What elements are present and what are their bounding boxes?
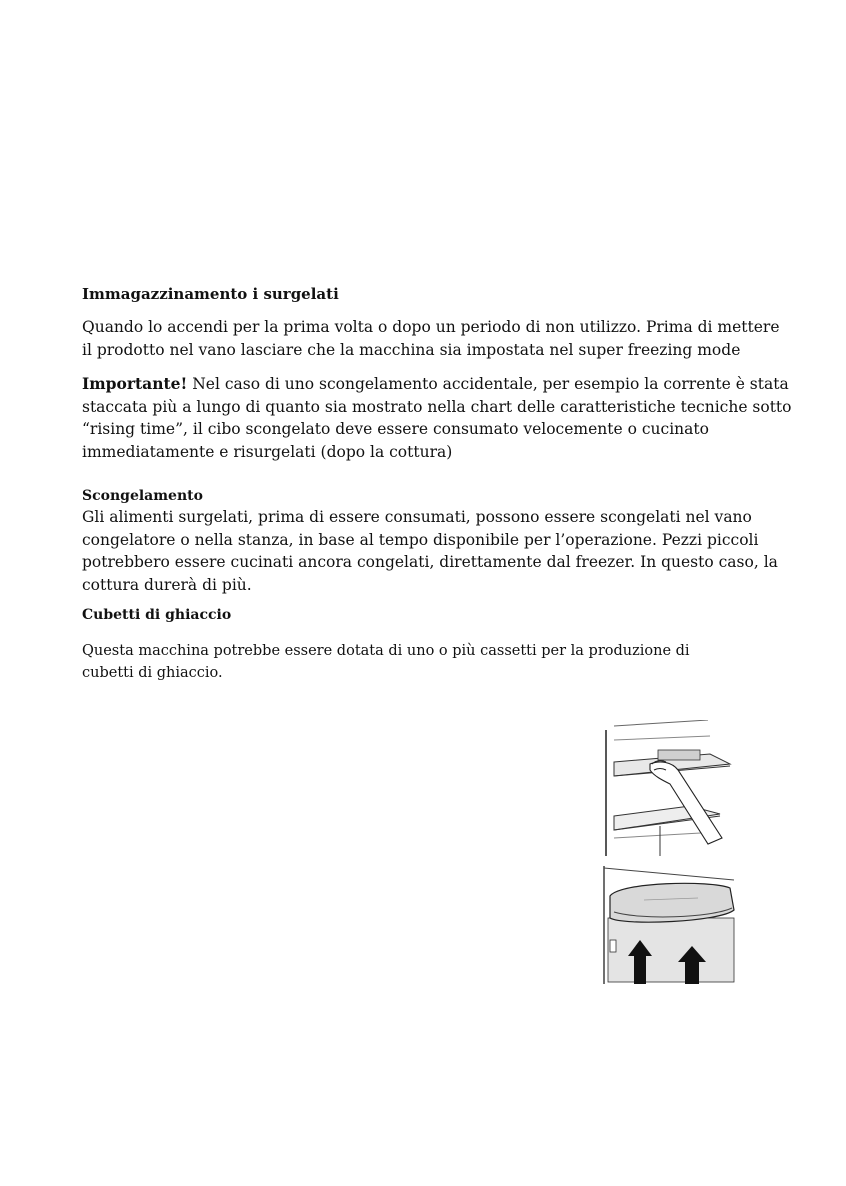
storage-body (82, 316, 792, 361)
drawer-lift-illustration-icon (600, 866, 750, 984)
important-text: Nel caso di uno scongelamento accidentale, per esempio la corrente è stata staccata più a lungo di quanto sia mostrato nella chart delle caratteristiche tecniche sotto “rising time”, il cibo scongelato deve essere consumato velocemente o cucinato immediatamente e risurgelati (dopo la cottura) (82, 375, 792, 461)
important-paragraph (82, 373, 792, 463)
shelf-removal-illustration-icon (600, 720, 750, 860)
important-label: Importante! (82, 374, 188, 393)
defrost-heading: Scongelamento (82, 488, 203, 504)
ice-paragraph: Questa macchina potrebbe essere dotata di uno o più cassetti per la produzione di cubetti di ghiaccio. (82, 643, 690, 681)
important-section (82, 373, 792, 463)
ice-body (82, 640, 732, 684)
ice-heading: Cubetti di ghiaccio (82, 607, 232, 623)
defrost-section (82, 486, 792, 596)
ice-section (82, 604, 792, 626)
storage-paragraph: Quando lo accendi per la prima volta o dopo un periodo di non utilizzo. Prima di mettere il prodotto nel vano lasciare che la macchina sia impostata nel super freezing mode (82, 318, 780, 359)
illustrations (600, 720, 750, 982)
storage-heading: Immagazzinamento i surgelati (82, 285, 339, 303)
storage-section (82, 283, 792, 305)
defrost-paragraph: Gli alimenti surgelati, prima di essere consumati, possono essere scongelati nel vano congelatore o nella stanza, in base al tempo disponibile per l’operazione. Pezzi piccoli potrebbero essere cucinati ancora congelati, direttamente dal freezer. In questo caso, la cottura durerà di più. (82, 508, 778, 594)
